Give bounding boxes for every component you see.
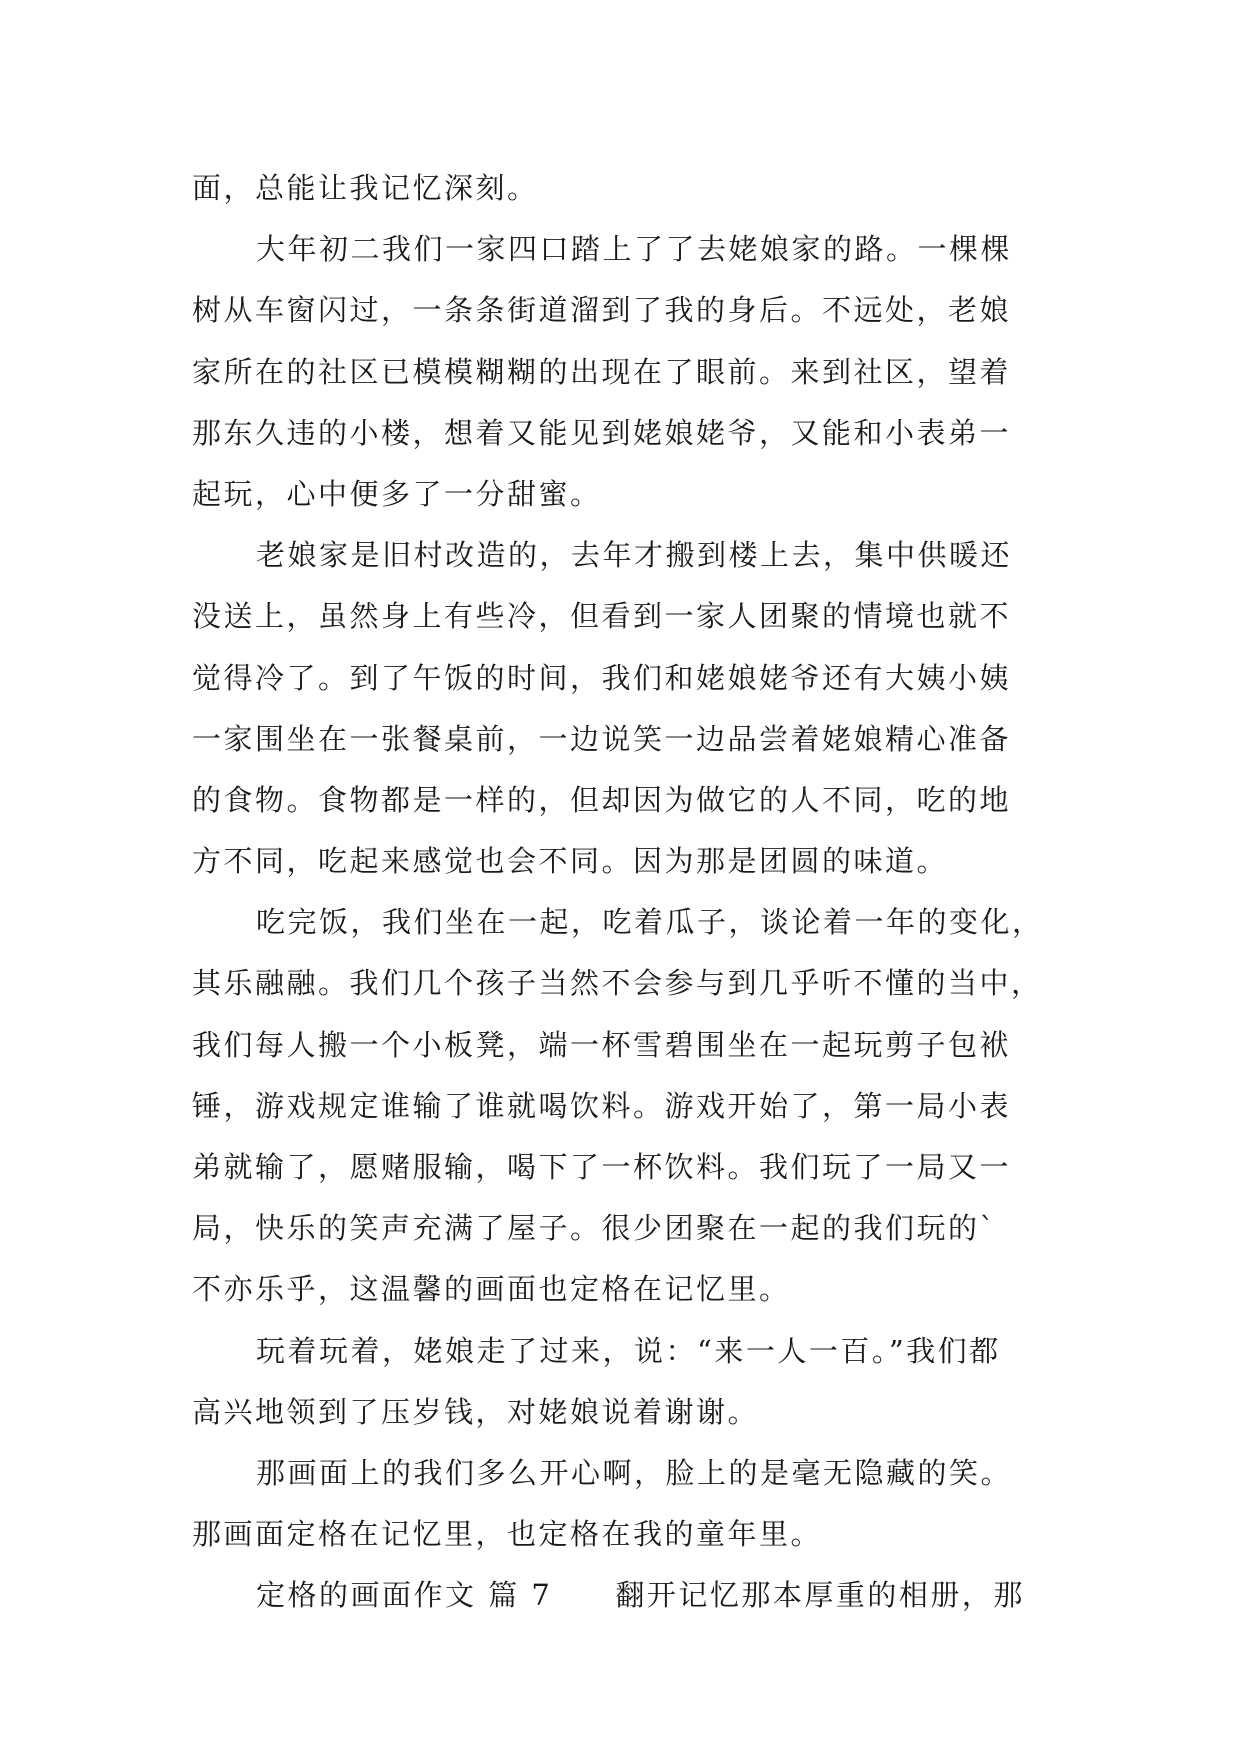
text-line: 玩着玩着，姥娘走了过来，说：“来一人一百。”我们都 [256,1333,1001,1368]
text-line: 那画面上的我们多么开心啊，脸上的是毫无隐藏的笑。 [256,1455,1013,1490]
text-line: 一家围坐在一张餐桌前，一边说笑一边品尝着姥娘精心准备 [192,721,1012,756]
text-line: 那东久违的小楼，想着又能见到姥娘姥爷，又能和小表弟一 [192,415,1012,450]
text-line: 弟就输了，愿赌服输，喝下了一杯饮料。我们玩了一局又一 [192,1150,1012,1184]
text-line: 大年初二我们一家四口踏上了了去姥娘家的路。一棵棵 [256,232,1013,267]
text-line: 定格的画面作文 篇 7 翻开记忆那本厚重的相册，那 [256,1578,1025,1613]
text-line: 起玩，心中便多了一分甜蜜。 [192,476,602,511]
text-line: 我们每人搬一个小板凳，端一杯雪碧围坐在一起玩剪子包袱 [192,1027,1012,1062]
text-line: 老娘家是旧村改造的，去年才搬到楼上去，集中供暖还 [256,538,1013,573]
body-text [192,158,1072,1627]
text-line: 觉得冷了。到了午饭的时间，我们和姥娘姥爷还有大姨小姨 [192,660,1012,695]
text-line: 的食物。食物都是一样的，但却因为做它的人不同，吃的地 [192,782,1012,817]
text-line: 面，总能让我记忆深刻。 [192,171,539,205]
text-line: 吃完饭，我们坐在一起，吃着瓜子，谈论着一年的变化， [256,905,1044,940]
text-line: 方不同，吃起来感觉也会不同。因为那是团圆的味道。 [192,844,949,879]
text-line: 不亦乐乎，这温馨的画面也定格在记忆里。 [192,1272,791,1307]
text-line: 锤，游戏规定谁输了谁就喝饮料。游戏开始了，第一局小表 [192,1088,1012,1123]
text-line: 其乐融融。我们几个孩子当然不会参与到几乎听不懂的当中， [192,966,1043,1001]
text-line: 没送上，虽然身上有些冷，但看到一家人团聚的情境也就不 [192,599,1012,634]
text-line: 那画面定格在记忆里，也定格在我的童年里。 [192,1517,823,1552]
text-line: 高兴地领到了压岁钱，对姥娘说着谢谢。 [192,1394,760,1429]
text-line: 局，快乐的笑声充满了屋子。很少团聚在一起的我们玩的` [192,1211,997,1246]
text-line: 树从车窗闪过，一条条街道溜到了我的身后。不远处，老娘 [192,293,1012,328]
text-line: 家所在的社区已模模糊糊的出现在了眼前。来到社区，望着 [192,354,1012,389]
